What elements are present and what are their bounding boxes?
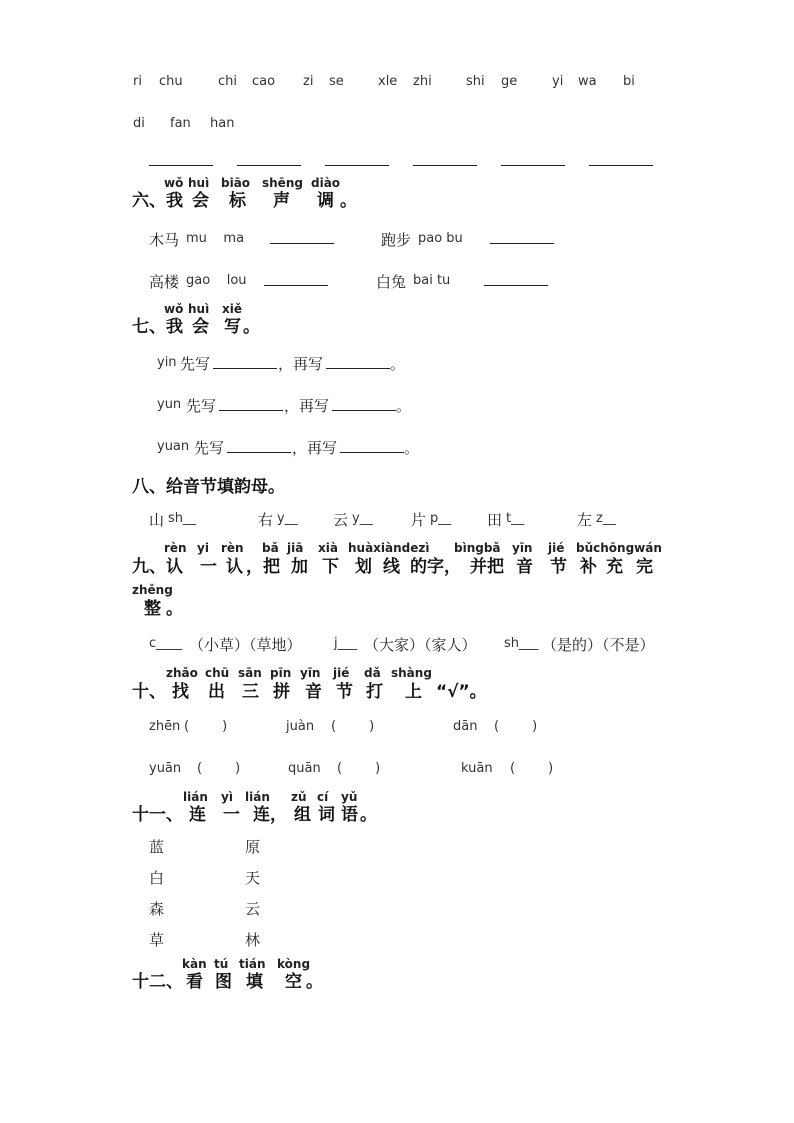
word: 木马 [149,231,180,249]
title-char: 标 [229,191,246,211]
pinyin: rèn [221,541,244,555]
section-number: 六、 [132,191,166,211]
then-label: ，再写 [278,355,324,373]
title-char: 连， [253,805,287,825]
section-title: 八、给音节填韵母。 [132,477,285,497]
pinyin: jié [548,541,565,555]
title-char: 调 [317,191,334,211]
check-box[interactable]: ( ) [510,761,554,776]
item-prefix[interactable]: p__ [430,511,452,526]
item-words: （大家）（家人） [364,636,477,654]
title-char: 线 [383,557,400,577]
title-char: 下 [322,557,339,577]
then-label: ，再写 [284,397,330,415]
title-end: 。 [360,805,377,825]
pinyin: tú [214,957,229,971]
syllable: ri [133,74,142,89]
answer-blank[interactable] [340,452,404,453]
title-char: 一 [223,805,240,825]
pinyin: yīn [300,666,321,680]
answer-blank[interactable] [484,285,548,286]
pinyin: huì [188,302,210,316]
title-char: 我 [166,191,183,211]
syllable: han [210,116,235,131]
pinyin: wǒ [164,302,184,316]
item-words: （小草）（草地） [189,636,302,654]
answer-blank[interactable] [264,285,328,286]
pinyin: bìngbǎ [454,541,501,555]
pinyin: lián [183,790,208,804]
answer-blank[interactable] [227,452,291,453]
pinyin: kòng [277,957,311,971]
title-char: 打 [366,682,383,702]
syllable: di [133,116,145,131]
title-char: 语 [341,805,358,825]
item-char: 左 [577,511,593,529]
match-right[interactable]: 天 [245,869,261,887]
pinyin: yīn [512,541,533,555]
pinyin: lián [245,790,270,804]
title-char: 补 [580,557,597,577]
pinyin: cí [317,790,329,804]
word: 白兔 [376,273,407,291]
title-end: 。 [340,191,357,211]
pinyin: xiě [222,302,242,316]
answer-blank[interactable] [149,165,213,166]
item-char: 右 [258,511,274,529]
word-pinyin: mu ma [186,231,245,246]
item-prefix[interactable]: c____ [149,636,183,651]
syllable: zhi [413,74,432,89]
pinyin: jié [333,666,350,680]
item-prefix[interactable]: y__ [277,511,298,526]
title-char: 认 [166,557,183,577]
pinyin: zǔ [291,790,307,804]
pinyin: sān [238,666,262,680]
item-syllable: yin [157,355,177,370]
answer-blank[interactable] [270,243,334,244]
syllable: se [329,74,344,89]
pinyin: tián [239,957,266,971]
title-char: 出 [208,682,225,702]
title-char: 连 [189,805,206,825]
syllable-option: zhēn [149,719,181,734]
section-number: 十、 [132,682,166,702]
pinyin: yǔ [341,790,358,804]
answer-blank[interactable] [332,410,396,411]
then-label: ，再写 [292,439,338,457]
check-box[interactable]: ( ) [337,761,381,776]
item-prefix[interactable]: sh__ [168,511,197,526]
pinyin: diào [311,176,341,190]
syllable-option: quān [288,761,321,776]
item-char: 片 [411,511,427,529]
match-left[interactable]: 白 [149,869,165,887]
period: 。 [404,439,420,457]
first-label: 先写 [194,439,225,457]
answer-blank[interactable] [589,165,653,166]
word-pinyin: bai tu [413,273,451,288]
check-box[interactable]: ( ) [494,719,538,734]
title-char: 认 [226,557,243,577]
item-syllable: yun [157,397,182,412]
title-char: 划 [355,557,372,577]
answer-blank[interactable] [413,165,477,166]
answer-blank[interactable] [219,410,283,411]
item-syllable: yuan [157,439,190,454]
syllable-option: juàn [286,719,315,734]
title-char: 词 [318,805,335,825]
item-prefix[interactable]: t__ [506,511,525,526]
syllable: bi [623,74,635,89]
item-prefix[interactable]: sh___ [504,636,539,651]
word: 高楼 [149,273,180,291]
title-char: 会 [192,191,209,211]
title-char: 充 [606,557,623,577]
title-char: 节 [336,682,353,702]
period: 。 [396,397,412,415]
title-char: 填 [246,972,263,992]
word-pinyin: gao lou [186,273,247,288]
word: 跑步 [381,231,412,249]
title-char: 的字， [410,557,461,577]
item-words: （是的）（不是） [542,636,655,654]
title-char: 完 [636,557,653,577]
pinyin: huàxiàndezì [348,541,430,555]
syllable: yi [552,74,564,89]
title-char: ，把 [246,557,280,577]
title-char: 拼 [273,682,290,702]
pinyin: chū [205,666,230,680]
section-number: 十二、 [132,972,183,992]
syllable-option: yuān [149,761,182,776]
title-char: 空 [285,972,302,992]
title-char: 整 [144,599,161,619]
title-char: 我 [166,317,183,337]
item-prefix[interactable]: z__ [596,511,616,526]
syllable: chi [218,74,237,89]
match-left[interactable]: 草 [149,931,165,949]
title-char: 组 [294,805,311,825]
title-char: 图 [215,972,232,992]
answer-blank[interactable] [326,368,390,369]
pinyin: rèn [164,541,187,555]
syllable-option: kuān [461,761,493,776]
pinyin: bǔchōngwán [576,541,662,555]
title-char: 一 [200,557,217,577]
syllable: fan [170,116,191,131]
syllable: zi [303,74,314,89]
pinyin: jiā [287,541,304,555]
answer-blank[interactable] [237,165,301,166]
pinyin: biāo [221,176,251,190]
pinyin: shēng [262,176,303,190]
match-left[interactable]: 蓝 [149,838,165,856]
pinyin: pīn [270,666,292,680]
pinyin: dǎ [364,666,381,680]
syllable: xle [378,74,398,89]
item-char: 云 [333,511,349,529]
title-char: 节 [550,557,567,577]
title-char: 三 [242,682,259,702]
answer-blank[interactable] [490,243,554,244]
title-char: 上 [405,682,422,702]
pinyin: zhǎo [166,666,198,680]
section-number: 九、 [132,557,166,577]
title-end: “√”。 [436,682,487,702]
syllable: wa [578,74,597,89]
pinyin: yi [197,541,209,555]
pinyin: wǒ [164,176,184,190]
pinyin: yì [221,790,233,804]
section-number: 十一、 [132,805,183,825]
pinyin: xià [318,541,338,555]
first-label: 先写 [186,397,217,415]
title-char: 看 [186,972,203,992]
title-char: 找 [172,682,189,702]
match-right[interactable]: 林 [245,931,261,949]
word-pinyin: pao bu [418,231,463,246]
item-char: 山 [149,511,165,529]
syllable: cao [252,74,276,89]
pinyin: kàn [182,957,207,971]
section-number: 七、 [132,317,166,337]
title-char: 音 [516,557,533,577]
pinyin: bǎ [262,541,279,555]
syllable: shi [466,74,485,89]
pinyin: shàng [391,666,432,680]
first-label: 先写 [180,355,211,373]
match-right[interactable]: 云 [245,900,261,918]
syllable: chu [159,74,183,89]
check-box[interactable]: ( ) [184,719,228,734]
syllable-option: dān [453,719,478,734]
item-prefix[interactable]: y__ [352,511,373,526]
check-box[interactable]: ( ) [331,719,375,734]
title-end: 。 [306,972,323,992]
title-char: 写 [224,317,241,337]
match-right[interactable]: 原 [245,838,261,856]
item-prefix[interactable]: j___ [334,636,358,651]
check-box[interactable]: ( ) [197,761,241,776]
title-end: 。 [243,317,260,337]
title-char: 会 [192,317,209,337]
syllable: ge [501,74,518,89]
title-char: 并把 [470,557,504,577]
answer-blank[interactable] [501,165,565,166]
item-char: 田 [487,511,503,529]
title-char: 加 [291,557,308,577]
period: 。 [390,355,406,373]
title-end: 。 [166,599,183,619]
pinyin: zhěng [132,583,173,597]
title-char: 音 [305,682,322,702]
title-char: 声 [273,191,290,211]
pinyin: huì [188,176,210,190]
answer-blank[interactable] [325,165,389,166]
match-left[interactable]: 森 [149,900,165,918]
answer-blank[interactable] [213,368,277,369]
